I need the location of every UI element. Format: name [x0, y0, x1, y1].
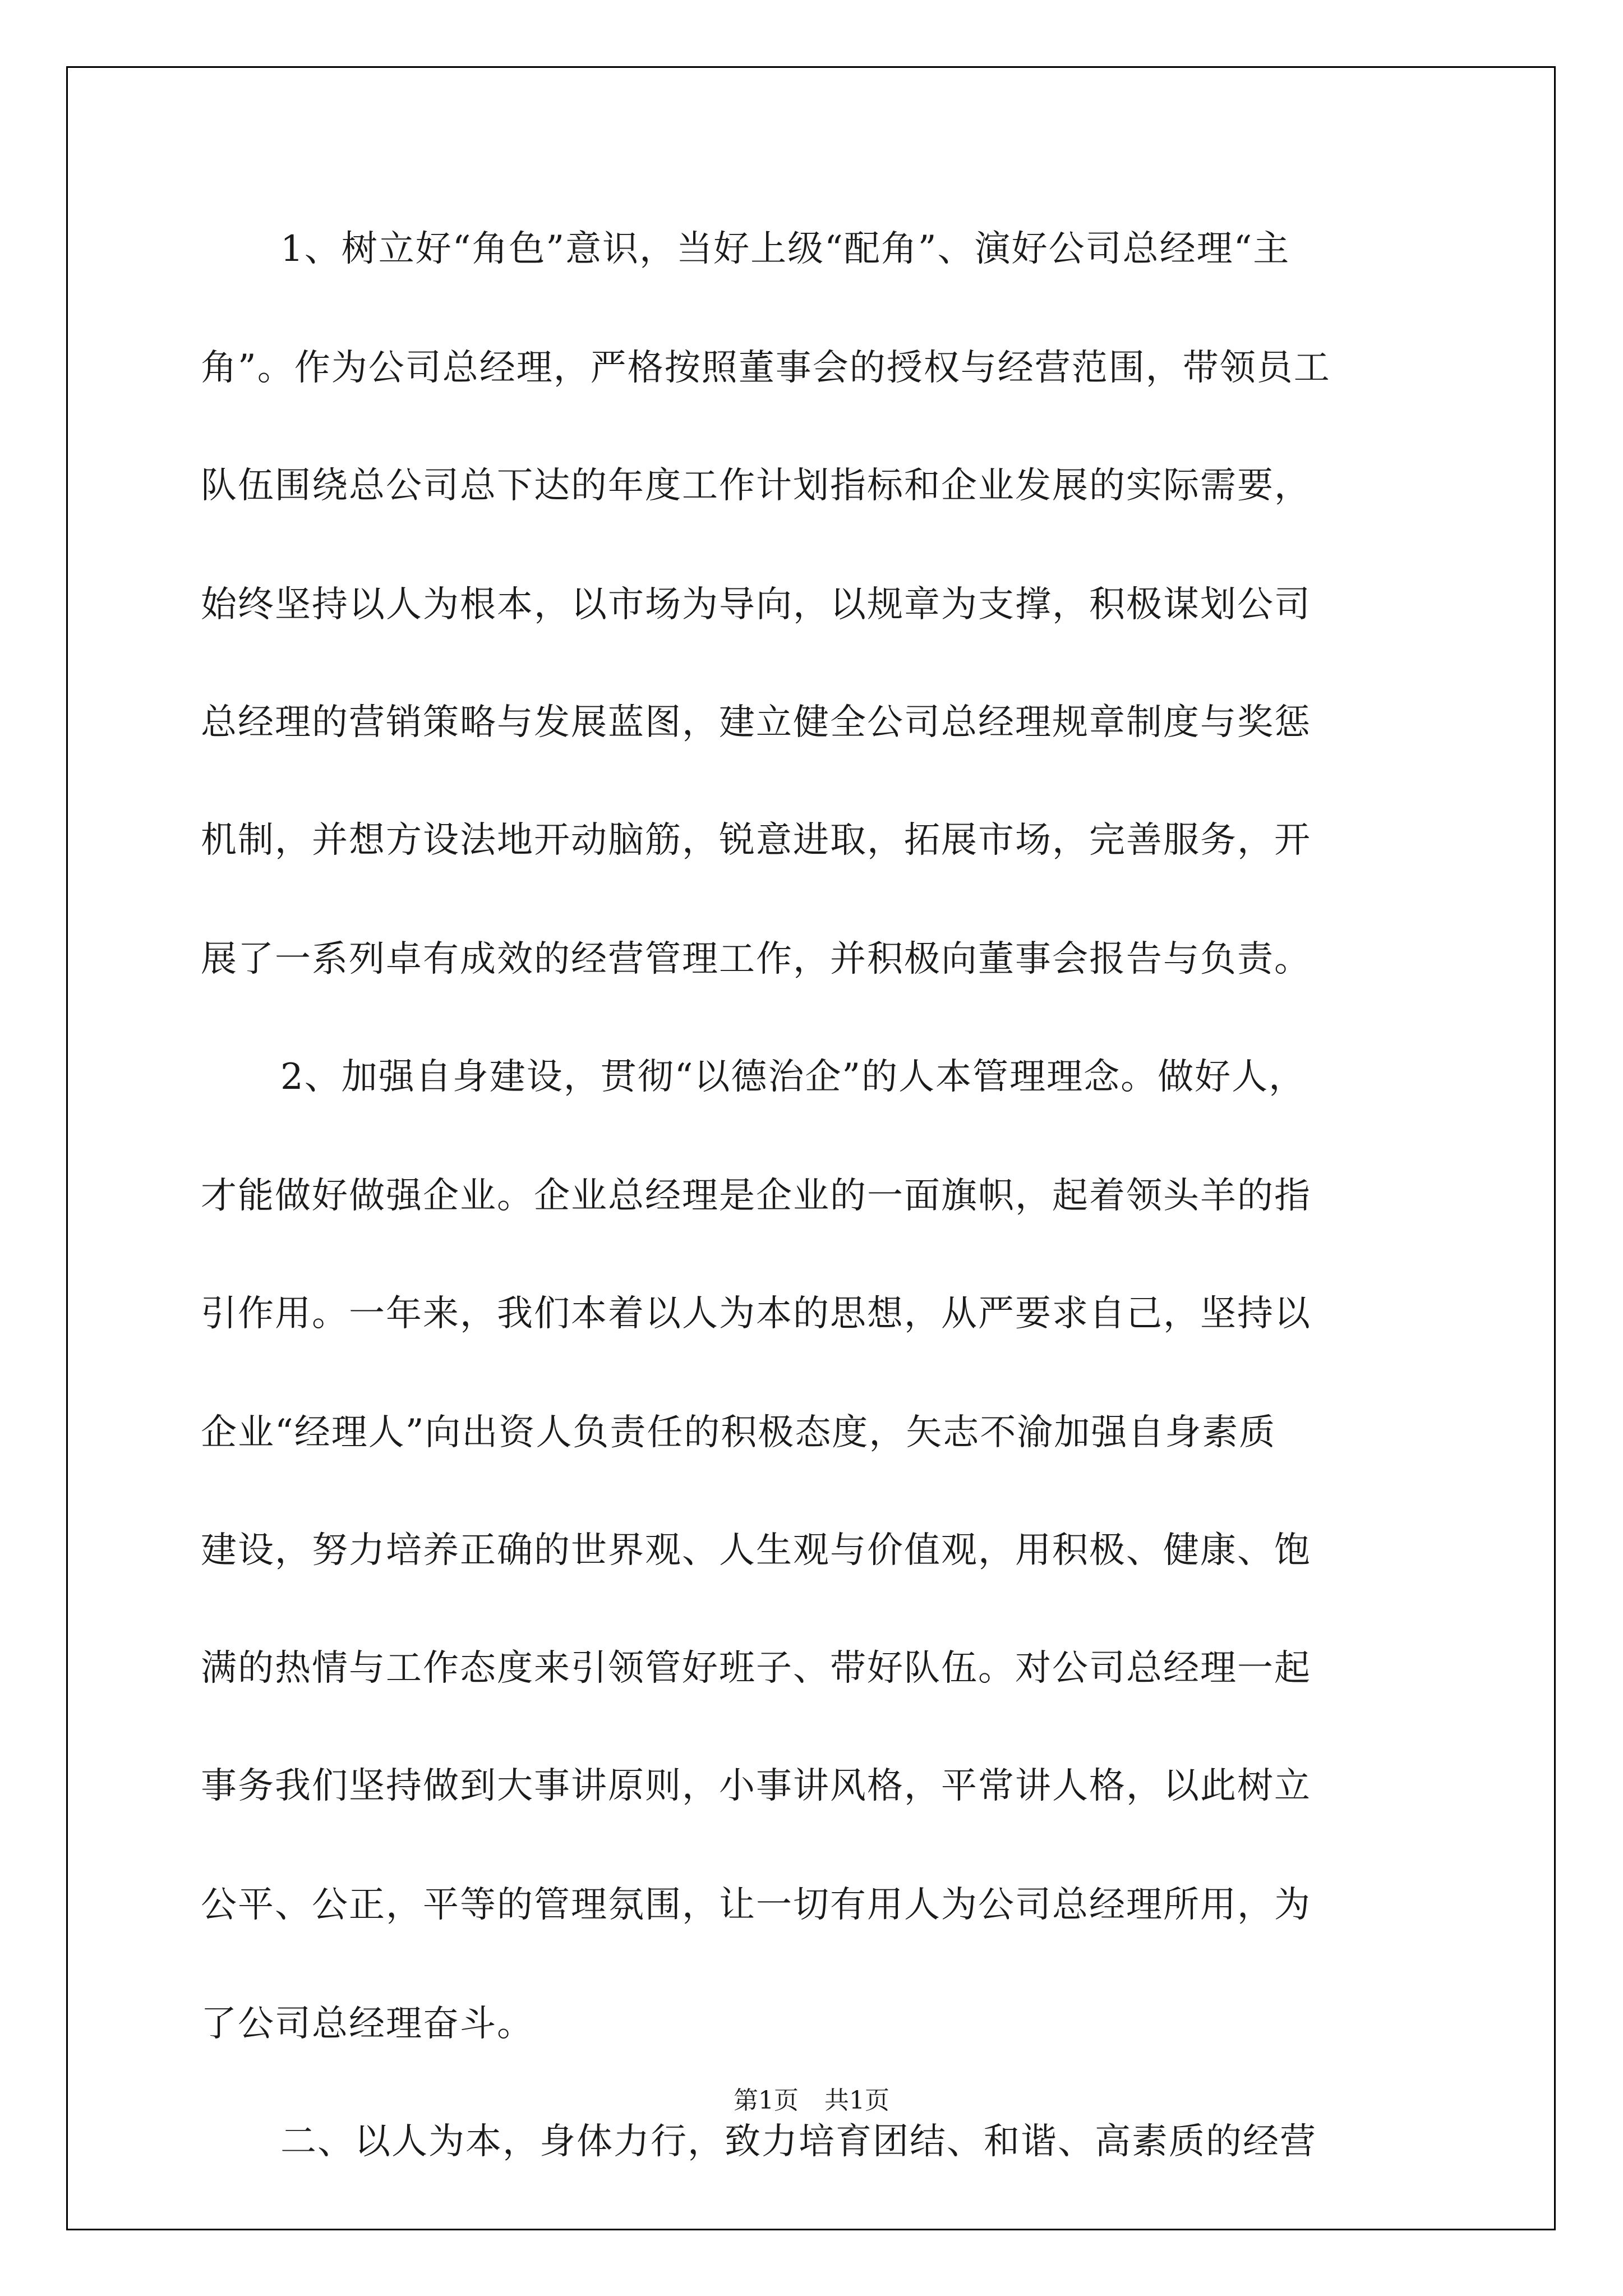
page-total: 共1页: [824, 2086, 889, 2115]
page-number: 第1页: [734, 2086, 799, 2115]
body-line-1: 1、树立好“角色”意识，当好上级“配角”、演好公司总经理“主: [280, 228, 1290, 270]
body-line-10: 引作用。一年来，我们本着以人为本的思想，从严要求自己，坚持以: [201, 1293, 1311, 1335]
body-line-7: 展了一系列卓有成效的经营管理工作，并积极向董事会报告与负责。: [201, 938, 1311, 980]
body-line-5: 总经理的营销策略与发展蓝图，建立健全公司总经理规章制度与奖惩: [201, 702, 1311, 743]
body-line-13: 满的热情与工作态度来引领管好班子、带好队伍。对公司总经理一起: [201, 1648, 1311, 1689]
body-line-15: 公平、公正，平等的管理氛围，让一切有用人为公司总经理所用，为: [201, 1884, 1311, 1926]
body-line-6: 机制，并想方设法地开动脑筋，锐意进取，拓展市场，完善服务，开: [201, 820, 1311, 861]
body-line-9: 才能做好做强企业。企业总经理是企业的一面旗帜，起着领头羊的指: [201, 1175, 1311, 1217]
body-line-14: 事务我们坚持做到大事讲原则，小事讲风格，平常讲人格，以此树立: [201, 1765, 1311, 1807]
body-line-16: 了公司总经理奋斗。: [201, 2003, 534, 2045]
body-line-2: 角”。作为公司总经理，严格按照董事会的授权与经营范围，带领员工: [201, 347, 1331, 389]
body-line-4: 始终坚持以人为根本，以市场为导向，以规章为支撑，积极谋划公司: [201, 584, 1311, 625]
body-line-11: 企业“经理人”向出资人负责任的积极态度，矢志不渝加强自身素质: [201, 1412, 1276, 1453]
body-line-17: 二、以人为本，身体力行，致力培育团结、和谐、高素质的经营: [280, 2121, 1317, 2162]
body-line-3: 队伍围绕总公司总下达的年度工作计划指标和企业发展的实际需要，: [201, 465, 1311, 507]
body-line-12: 建设，努力培养正确的世界观、人生观与价值观，用积极、健康、饱: [201, 1530, 1311, 1571]
page-footer: [0, 2084, 1623, 2118]
body-line-8: 2、加强自身建设，贯彻“以德治企”的人本管理理念。做好人，: [280, 1056, 1306, 1098]
